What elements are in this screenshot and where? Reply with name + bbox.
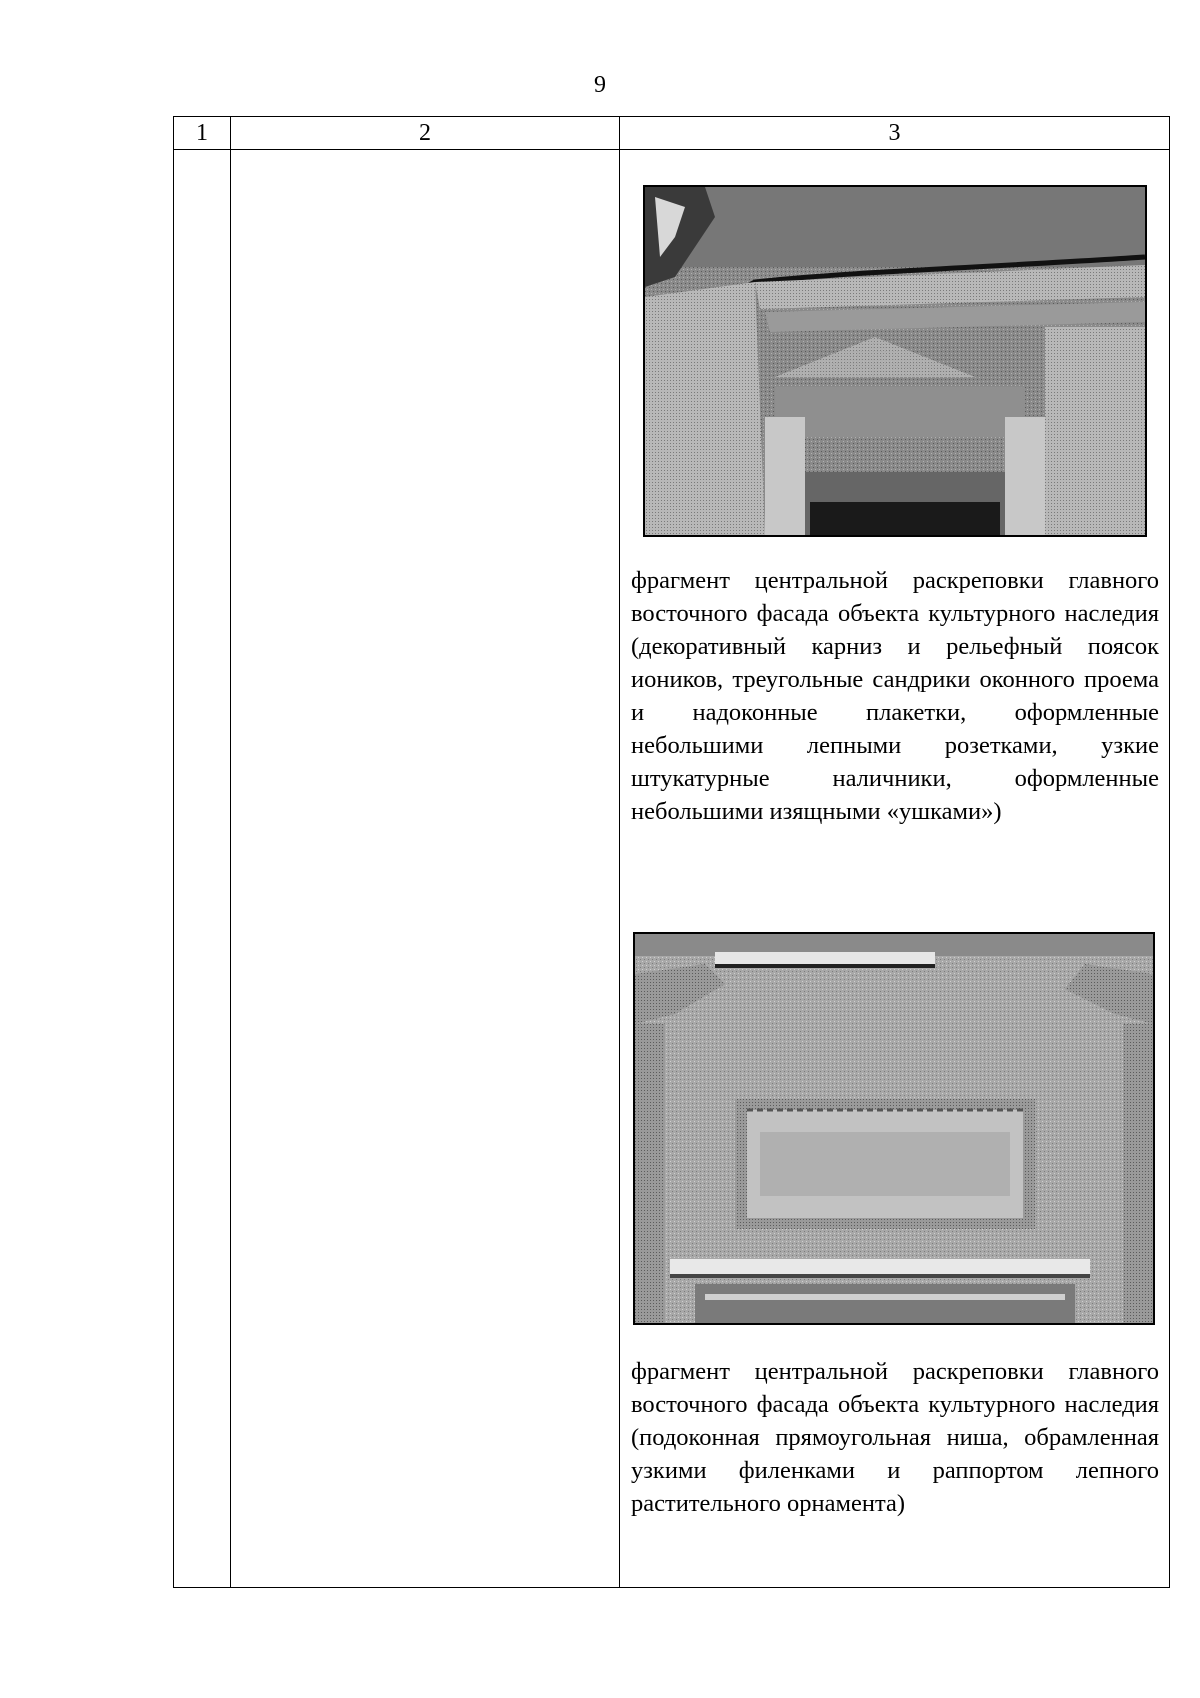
page-number: 9 bbox=[594, 72, 606, 98]
table-row bbox=[174, 150, 1170, 1588]
cell-photos bbox=[620, 150, 1170, 1588]
header-col-2: 2 bbox=[231, 117, 620, 150]
window-niche-photo bbox=[633, 932, 1155, 1325]
monument-table bbox=[173, 116, 1170, 1588]
table-header-row bbox=[174, 117, 1170, 150]
photo-caption: фрагмент центральной раскреповки главного восточного фасада объекта культурного наследия (подоконная прямоугольная ниша, обрамленная узкими филенками и раппортом лепного растительного орнамента) bbox=[631, 1358, 1159, 1517]
header-col-1: 1 bbox=[174, 117, 231, 150]
facade-cornice-photo bbox=[643, 185, 1147, 537]
header-col-3: 3 bbox=[620, 117, 1170, 150]
cell-description bbox=[231, 150, 620, 1588]
photo-caption: фрагмент центральной раскреповки главного восточного фасада объекта культурного наследия (декоративный карниз и рельефный поясок иоников, треугольные сандрики оконного проема и надоконные плакетки, оформленные небольшими лепными розетками, узкие штукатурные наличники, оформленные небольшими изящными «ушками») bbox=[631, 567, 1159, 825]
cell-number bbox=[174, 150, 231, 1588]
